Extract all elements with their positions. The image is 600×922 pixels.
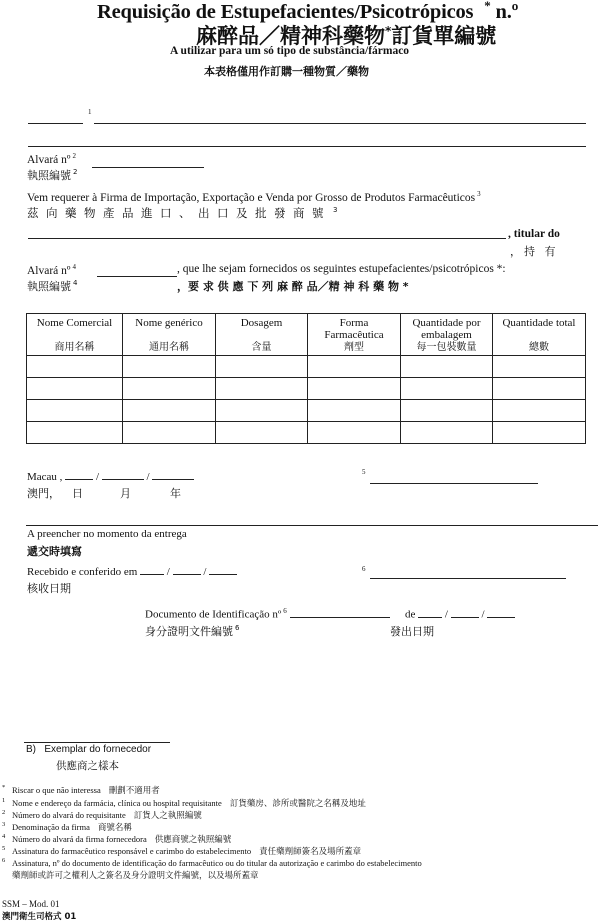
received-month-field[interactable]: [173, 565, 201, 575]
column-label: Nome genérico: [135, 317, 203, 329]
footnote-text: Número do alvará da firma fornecedora: [12, 834, 147, 844]
column-header-quantidade-embalagem: [401, 314, 493, 356]
month-label-zh: 月: [120, 487, 131, 500]
footnote-text-zh: 藥劑師或許可之權利人之簽名及身分證明文件編號，以及場所蓋章: [12, 871, 259, 881]
table-cell[interactable]: [493, 356, 586, 378]
title-zh-asterisk: *: [385, 24, 392, 38]
day-label-zh: 日: [72, 487, 83, 500]
copy-label-zh: 供應商之樣本: [56, 760, 119, 772]
substances-table: [26, 313, 586, 444]
column-header-quantidade-total: [493, 314, 586, 356]
footnote-text: Assinatura do farmacêutico responsável e carimbo do estabelecimento: [12, 846, 252, 856]
requester-short-line[interactable]: [28, 123, 83, 124]
table-cell[interactable]: [27, 356, 123, 378]
title-zh-text: 麻醉品／精神科藥物: [196, 24, 385, 48]
date-line: [27, 470, 194, 483]
table-cell[interactable]: [308, 400, 401, 422]
column-label-zh: 商用名稱: [54, 342, 95, 353]
footnote-item: [2, 833, 231, 845]
alvara-label: [27, 152, 76, 166]
footnote-item: [2, 809, 202, 821]
table-cell[interactable]: [493, 378, 586, 400]
footnote-text: Assinatura, nº do documento de identificação do farmacêutico ou do titular da autorização e carimbo do estabelecimento: [12, 857, 422, 868]
column-label-zh: 含量: [251, 342, 272, 353]
date-separator: /: [95, 471, 99, 483]
footnote-text: Denominação da firma: [12, 822, 90, 832]
footnote-mark: 3: [2, 821, 6, 829]
form-subtitle: A utilizar para um só tipo de substância/fármaco: [170, 45, 410, 57]
delivery-heading: A preencher no momento da entrega: [27, 528, 187, 540]
footnote-text-zh: 供應商號之執照編號: [154, 835, 232, 845]
received-year-field[interactable]: [209, 565, 237, 575]
table-cell[interactable]: [216, 378, 308, 400]
column-label: Quantidade total: [502, 317, 576, 329]
footnote-text-zh: 商號名稱: [97, 823, 132, 833]
table-cell[interactable]: [401, 422, 493, 444]
table-cell[interactable]: [401, 378, 493, 400]
id-doc-label-zh-text: 身分證明文件編號: [145, 625, 233, 638]
table-cell[interactable]: [123, 400, 216, 422]
table-cell[interactable]: [27, 400, 123, 422]
request-text-body: Vem requerer à Firma de Importação, Exportação e Venda por Grosso de Produtos Farmacêuticos: [27, 191, 476, 204]
receiver-signature-line[interactable]: [370, 578, 566, 579]
id-doc-note: 6: [283, 607, 287, 615]
request-note: 3: [477, 190, 481, 198]
table-cell[interactable]: [401, 356, 493, 378]
day-field[interactable]: [65, 470, 93, 480]
request-text-zh: [27, 205, 337, 221]
id-doc-note-zh: 6: [235, 624, 240, 633]
column-label-zh: 劑型: [344, 342, 364, 353]
supplier-alvara-label-zh-text: 執照編號: [27, 280, 71, 293]
copy-label: B) Exemplar do fornecedor: [26, 744, 152, 755]
request-text-zh-body: 茲向藥物產品進口、出口及批發商號: [27, 206, 331, 220]
table-cell[interactable]: [493, 422, 586, 444]
request-text: [27, 190, 481, 204]
signature-5-note: 5: [362, 468, 366, 476]
footnote-item: [2, 857, 422, 868]
issue-month-field[interactable]: [451, 608, 479, 618]
table-cell[interactable]: [123, 378, 216, 400]
table-cell[interactable]: [308, 378, 401, 400]
table-cell[interactable]: [401, 400, 493, 422]
delivery-divider: [26, 525, 598, 526]
form-title-text: Requisição de Estupefacientes/Psicotrópicos: [97, 0, 474, 23]
date-separator: /: [481, 608, 485, 621]
alvara-note-zh: 2: [73, 168, 78, 177]
id-doc-number-field[interactable]: [290, 608, 390, 618]
alvara-label-zh: [27, 167, 77, 183]
column-label-zh: 每一包裝數量: [416, 342, 477, 353]
table-cell[interactable]: [308, 422, 401, 444]
footnote-mark: 1: [2, 797, 6, 805]
table-row: [27, 378, 586, 400]
supplier-alvara-label: [27, 263, 76, 277]
footnote-mark: 5: [2, 845, 6, 853]
column-header-forma-farmaceutica: [308, 314, 401, 356]
note-1-mark: 1: [88, 108, 92, 116]
footnote-text-zh: 刪劃不適用者: [108, 786, 160, 796]
footnote-mark: 6: [2, 857, 6, 864]
received-label-zh: 核收日期: [27, 582, 71, 595]
table-cell[interactable]: [27, 378, 123, 400]
column-label-zh: 通用名稱: [149, 342, 189, 353]
footnote-text: Número do alvará do requisitante: [12, 810, 126, 820]
column-header-nome-generico: [123, 314, 216, 356]
pharmacist-signature-line[interactable]: [370, 483, 538, 484]
supplier-alvara-note: 4: [72, 263, 76, 271]
supply-text-zh: ，要 求 供 應 下 列 麻 醉 品／精 神 科 藥 物 *: [177, 280, 409, 293]
alvara-input-line[interactable]: [92, 167, 204, 168]
delivery-heading-zh: 遞交時填寫: [27, 545, 82, 558]
column-header-nome-comercial: [27, 314, 123, 356]
footnote-6-zh: [12, 869, 259, 881]
table-header-row: [27, 314, 586, 356]
copy-divider: [24, 742, 170, 743]
id-doc-line: [145, 607, 515, 621]
table-row: [27, 356, 586, 378]
date-separator: /: [166, 566, 170, 578]
form-code: SSM – Mod. 01: [2, 899, 60, 909]
footnote-item: [2, 821, 132, 833]
alvara-note: 2: [72, 152, 76, 160]
table-cell[interactable]: [123, 422, 216, 444]
place-label: Macau ,: [27, 471, 63, 483]
alvara-label-zh-text: 執照編號: [27, 169, 71, 182]
id-doc-label-zh: [145, 623, 239, 639]
supplier-firm-line[interactable]: [28, 238, 506, 239]
footnote-mark: 2: [2, 809, 6, 817]
footnote-text: Nome e endereço da farmácia, clínica ou hospital requisitante: [12, 798, 222, 808]
supplier-alvara-input-line[interactable]: [97, 276, 177, 277]
received-label: Recebido e conferido em: [27, 566, 138, 578]
table-cell[interactable]: [493, 400, 586, 422]
form-code-zh: 澳門衛生司格式 01: [2, 912, 77, 922]
supplier-alvara-label-zh: [27, 278, 77, 294]
supplier-alvara-label-text: Alvará nº: [27, 264, 71, 277]
year-label-zh: 年: [170, 487, 181, 500]
column-label: Nome Comercial: [36, 317, 113, 329]
footnote-text: Riscar o que não interessa: [12, 785, 101, 795]
column-label-zh: 總數: [529, 342, 549, 353]
footnote-item: [2, 784, 160, 796]
table-row: [27, 422, 586, 444]
year-field[interactable]: [152, 470, 194, 480]
footnote-text-zh: 責任藥劑師簽名及場所蓋章: [259, 847, 362, 857]
table-cell[interactable]: [216, 400, 308, 422]
form-subtitle-zh: 本表格僅用作訂購一種物質／藥物: [204, 65, 369, 78]
month-field[interactable]: [102, 470, 144, 480]
issue-year-field[interactable]: [487, 608, 515, 618]
received-day-field[interactable]: [140, 565, 164, 575]
footnote-item: [2, 797, 366, 809]
id-doc-label: Documento de Identificação nº: [145, 608, 282, 621]
place-label-zh: 澳門，: [27, 487, 60, 500]
table-cell[interactable]: [123, 356, 216, 378]
requester-name-line[interactable]: [94, 123, 586, 124]
holder-text-zh: ，持 有: [510, 245, 559, 258]
received-line: [27, 565, 237, 578]
requester-address-line[interactable]: [28, 146, 586, 147]
table-row: [27, 400, 586, 422]
footnote-mark: 4: [2, 833, 6, 841]
column-label: Quantidade por embalagem: [412, 317, 481, 341]
table-cell[interactable]: [308, 356, 401, 378]
title-number-label: n.º: [495, 0, 519, 23]
request-note-zh: 3: [333, 206, 338, 215]
footnote-mark: *: [2, 784, 6, 792]
supplier-alvara-note-zh: 4: [73, 279, 78, 288]
table-cell[interactable]: [216, 422, 308, 444]
title-asterisk: *: [484, 0, 491, 13]
column-label: Forma Farmacêutica: [324, 317, 384, 341]
issue-label: de: [405, 608, 416, 621]
holder-text: , titular do: [508, 228, 560, 240]
date-separator: /: [146, 471, 150, 483]
footnote-text-zh: 訂貨人之執照編號: [133, 811, 202, 821]
column-label: Dosagem: [240, 317, 283, 329]
issue-label-zh: 發出日期: [390, 625, 434, 638]
column-header-dosagem: [216, 314, 308, 356]
table-cell[interactable]: [27, 422, 123, 444]
alvara-label-text: Alvará nº: [27, 153, 71, 166]
signature-6-note: 6: [362, 565, 366, 573]
date-separator: /: [444, 608, 448, 621]
table-cell[interactable]: [216, 356, 308, 378]
supply-text: , que lhe sejam fornecidos os seguintes estupefacientes/psicotrópicos *:: [177, 263, 506, 275]
footnote-item: [2, 845, 361, 857]
date-separator: /: [203, 566, 207, 578]
title-zh-suffix: 訂貨單編號: [391, 24, 497, 48]
issue-day-field[interactable]: [418, 608, 442, 618]
footnote-text-zh: 訂貨藥房、診所或醫院之名稱及地址: [229, 799, 366, 809]
